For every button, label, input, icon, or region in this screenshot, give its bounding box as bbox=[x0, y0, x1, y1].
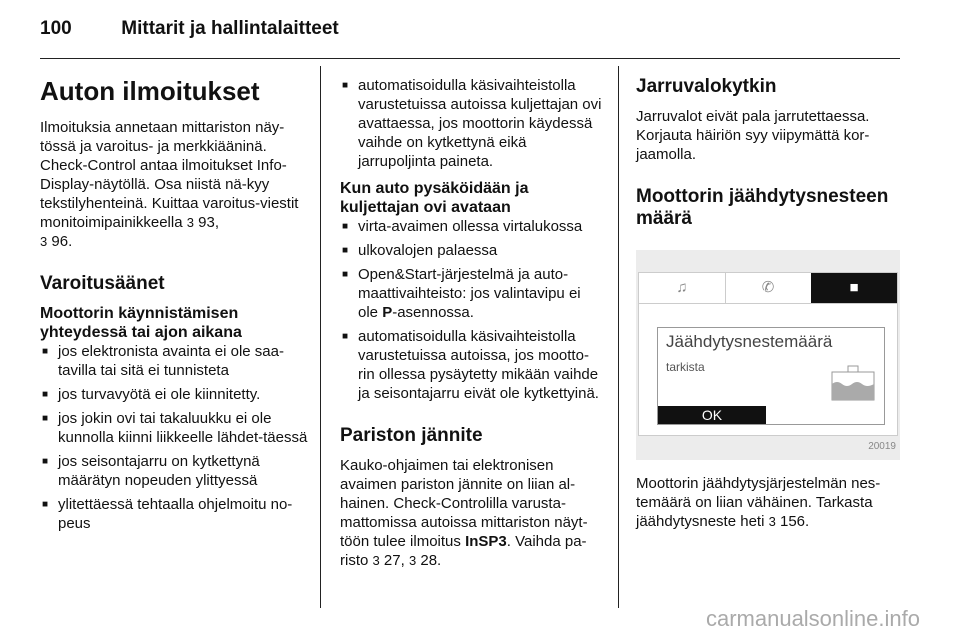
cross-ref-1[interactable]: 93, bbox=[198, 214, 220, 231]
display-screen bbox=[638, 272, 898, 436]
list-item: ■ ulkovalojen palaessa bbox=[340, 241, 604, 260]
cross-ref-icon: 3 bbox=[768, 514, 776, 529]
cross-ref-icon: 3 bbox=[408, 553, 417, 568]
battery-paragraph: Kauko-ohjaimen tai elektronisen avaimen pariston jännite on liian al-hainen. Check-Controlilla varusta-mattomissa autoissa mittariston näyt-töön tulee ilmoitus InSP3. Vaihda pa-risto 3 27, 3 28. bbox=[340, 457, 588, 569]
column-2 bbox=[340, 76, 604, 570]
cross-ref-1[interactable]: 27, bbox=[383, 552, 405, 569]
coolant-tank-icon bbox=[830, 364, 876, 402]
list-item: ■ jos seisontajarru on kytkettynä määrätyn nopeuden ylittyessä bbox=[40, 452, 312, 490]
subheading: Moottorin käynnistämisen yhteydessä tai ajon aikana bbox=[40, 305, 242, 341]
page-number: 100 bbox=[40, 18, 72, 39]
list-item: ■ jos elektronista avainta ei ole saa-tavilla tai sitä ei tunnisteta bbox=[40, 342, 312, 380]
list-item: ■ jos turvavyötä ei ole kiinnitetty. bbox=[40, 385, 312, 404]
parking-list bbox=[340, 217, 604, 403]
continued-list bbox=[340, 76, 604, 171]
column-1 bbox=[40, 76, 312, 538]
subsection-title: Pariston jännite bbox=[340, 425, 483, 446]
column-divider bbox=[320, 66, 321, 608]
figure-number: 20019 bbox=[868, 441, 896, 452]
chapter-title: Mittarit ja hallintalaitteet bbox=[121, 18, 339, 39]
section-title: Auton ilmoitukset bbox=[40, 76, 260, 106]
coolant-figure bbox=[636, 250, 900, 460]
car-icon: ■ bbox=[811, 273, 897, 303]
subsection-title: Moottorin jäähdytysnesteen määrä bbox=[636, 186, 889, 229]
list-item: ■ automatisoidulla käsivaihteistolla varustetuissa autoissa, jos mootto-rin ollessa pysäytetty mikään vaihde ja seisontajarru eivät ole kytkettyinä. bbox=[340, 327, 604, 403]
intro-paragraph: Ilmoituksia annetaan mittariston näy-tössä ja varoitus- ja merkkiääninä. Check-Control antaa ilmoitukset Info-Display-näytöllä. Osa niistä nä-kyy tekstilyhenteinä. Kuittaa varoitus-viestit monitoimipainikkeella 3 93, 3 96. bbox=[40, 119, 299, 250]
list-item: ■ jos jokin ovi tai takaluukku ei ole kunnolla kiinni liikkeelle lähdet-täessä bbox=[40, 409, 312, 447]
warning-list bbox=[40, 342, 312, 533]
column-divider bbox=[618, 66, 619, 608]
subsection-title: Jarruvalokytkin bbox=[636, 76, 777, 97]
cross-ref-2[interactable]: 96. bbox=[51, 233, 73, 250]
cross-ref-icon: 3 bbox=[40, 234, 48, 249]
watermark: carmanualsonline.info bbox=[705, 606, 920, 631]
cross-ref-icon: 3 bbox=[186, 215, 194, 230]
brake-paragraph: Jarruvalot eivät pala jarrutettaessa. Korjauta häiriön syy viipymättä kor-jaamolla. bbox=[636, 108, 870, 163]
cross-ref-2[interactable]: 28. bbox=[420, 552, 442, 569]
list-item: ■ ylitettäessä tehtaalla ohjelmoitu no-peus bbox=[40, 495, 312, 533]
music-note-icon: ♫ bbox=[639, 273, 726, 303]
subsection-title: Varoitusäänet bbox=[40, 273, 165, 294]
screen-subtitle: tarkista bbox=[666, 360, 705, 374]
list-item: ■ virta-avaimen ollessa virtalukossa bbox=[340, 217, 604, 236]
column-3 bbox=[636, 76, 900, 531]
list-item: ■ automatisoidulla käsivaihteistolla varustetuissa autoissa kuljettajan ovi avattaessa, jos moottorin käydessä vaihde on kytkettynä eikä jarrupoljinta paineta. bbox=[340, 76, 604, 171]
subheading: Kun auto pysäköidään ja kuljettajan ovi avataan bbox=[340, 180, 529, 216]
coolant-paragraph: Moottorin jäähdytysjärjestelmän nes-temäärä on liian vähäinen. Tarkasta jäähdytysneste heti 3 156. bbox=[636, 475, 881, 530]
list-item: ■ Open&Start-järjestelmä ja auto-maattivaihteisto: jos valintavipu ei ole P-asennossa. bbox=[340, 265, 604, 322]
coolant-message-box bbox=[657, 327, 885, 425]
screen-title: Jäähdytysnestemäärä bbox=[666, 332, 833, 351]
ok-button: OK bbox=[658, 406, 766, 424]
page-header bbox=[40, 18, 339, 40]
display-tabs bbox=[639, 273, 897, 304]
header-rule bbox=[40, 58, 900, 59]
phone-icon: ✆ bbox=[725, 273, 812, 303]
cross-ref[interactable]: 156. bbox=[780, 513, 810, 530]
cross-ref-icon: 3 bbox=[372, 553, 380, 568]
